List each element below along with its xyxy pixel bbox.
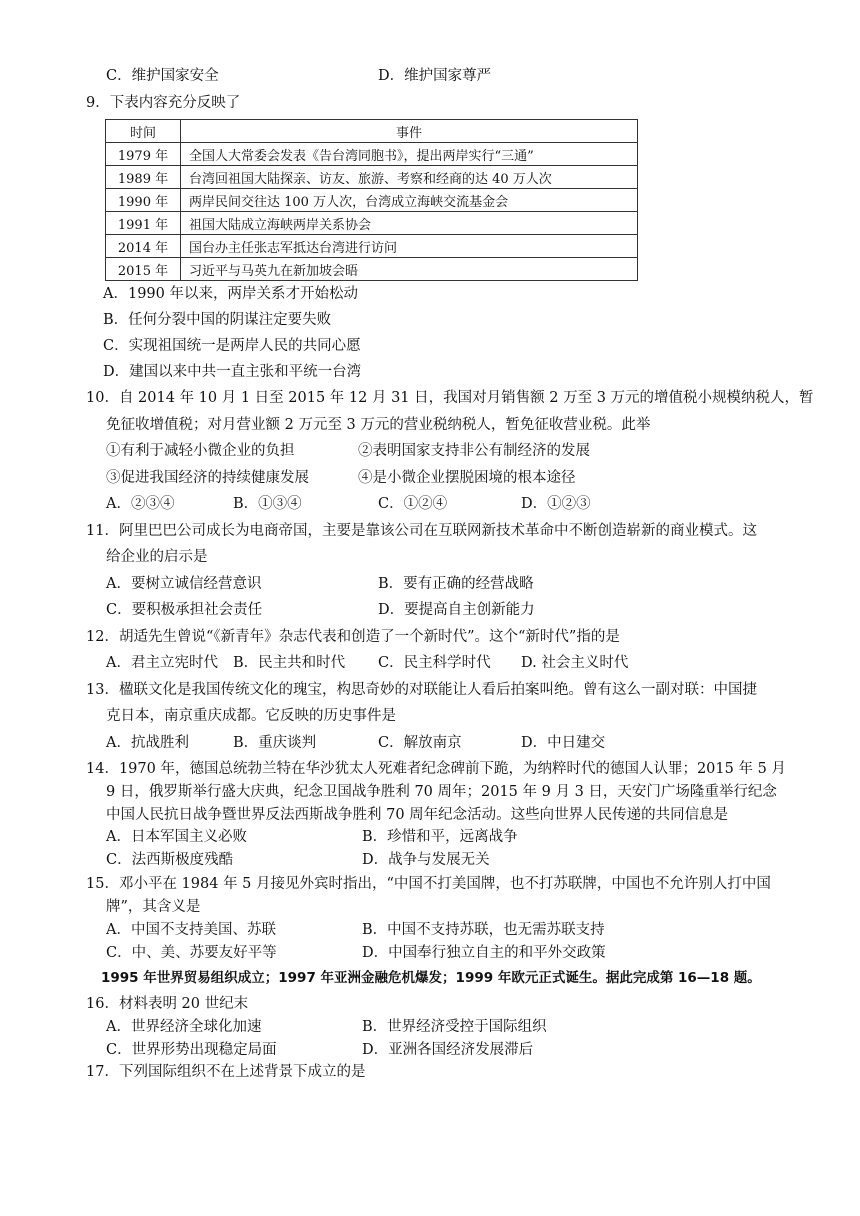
q12-option-c: C．民主科学时代 [378, 655, 491, 671]
q9-option-c: C．实现祖国统一是两岸人民的共同心愿 [103, 338, 361, 354]
q12-option-d: D. 社会主义时代 [521, 655, 629, 671]
q15-stem-line1: 15．邓小平在 1984 年 5 月接见外宾时指出，“中国不打美国牌，也不打苏联牌，中国也不允许别人打中国 [86, 876, 771, 892]
q17-stem: 17．下列国际组织不在上述背景下成立的是 [86, 1064, 366, 1080]
q10-statement-1: ①有利于减轻小微企业的负担 [106, 443, 295, 459]
q13-option-b: B．重庆谈判 [233, 735, 317, 751]
q16-option-d: D．亚洲各国经济发展滞后 [362, 1042, 534, 1058]
q16-stem: 16．材料表明 20 世纪末 [86, 996, 249, 1012]
q10-stem-line1: 10．自 2014 年 10 月 1 日至 2015 年 12 月 31 日，我国对月销售额 2 万至 3 万元的增值税小规模纳税人，暂 [86, 390, 814, 406]
q13-option-c: C．解放南京 [378, 735, 462, 751]
q15-option-d: D．中国奉行独立自主的和平外交政策 [362, 945, 606, 961]
q11-stem-line1: 11．阿里巴巴公司成长为电商帝国，主要是靠该公司在互联网新技术革命中不断创造崭新的商业模式。这 [86, 523, 757, 539]
q15-stem-line2: 牌”，其含义是 [106, 899, 201, 915]
table-row [106, 143, 638, 166]
header-event: 事件 [181, 120, 638, 143]
q12-stem: 12．胡适先生曾说“《新青年》杂志代表和创造了一个新时代”。这个“新时代”指的是 [86, 629, 620, 645]
q12-option-a: A．君主立宪时代 [106, 655, 218, 671]
table-row [106, 212, 638, 235]
q14-stem-line3: 中国人民抗日战争暨世界反法西斯战争胜利 70 周年纪念活动。这些向世界人民传递的共同信息是 [106, 807, 729, 823]
q13-option-a: A．抗战胜利 [106, 735, 189, 751]
q11-option-b: B．要有正确的经营战略 [378, 576, 534, 592]
q16-option-a: A．世界经济全球化加速 [106, 1019, 262, 1035]
header-time: 时间 [106, 120, 181, 143]
q14-stem-line2: 9 日，俄罗斯举行盛大庆典，纪念卫国战争胜利 70 周年；2015 年 9 月 3 日，天安门广场隆重举行纪念 [106, 784, 777, 800]
row-year: 1990 年 [106, 189, 181, 212]
table-row [106, 258, 638, 281]
q10-option-d: D．①②③ [521, 496, 591, 512]
q13-stem-line2: 克日本，南京重庆成都。它反映的历史事件是 [106, 708, 396, 724]
table-row [106, 189, 638, 212]
q9-option-d: D．建国以来中共一直主张和平统一台湾 [103, 364, 362, 380]
q15-option-b: B．中国不支持苏联，也无需苏联支持 [362, 922, 605, 938]
row-event: 两岸民间交往达 100 万人次，台湾成立海峡交流基金会 [181, 189, 638, 212]
q16-option-b: B．世界经济受控于国际组织 [362, 1019, 547, 1035]
row-event: 全国人大常委会发表《告台湾同胞书》，提出两岸实行“三通” [181, 143, 638, 166]
row-year: 2014 年 [106, 235, 181, 258]
q10-stem-line2: 免征收增值税；对月营业额 2 万元至 3 万元的营业税纳税人，暂免征收营业税。此举 [106, 417, 651, 433]
q10-option-a: A．②③④ [106, 496, 175, 512]
row-event: 习近平与马英九在新加坡会晤 [181, 258, 638, 281]
q9-events-table [105, 119, 638, 281]
q8-option-d: D．维护国家尊严 [378, 68, 492, 84]
q13-option-d: D．中日建交 [521, 735, 606, 751]
q9-stem: 9．下表内容充分反映了 [86, 95, 241, 111]
q11-option-d: D．要提高自主创新能力 [378, 602, 535, 618]
row-year: 1979 年 [106, 143, 181, 166]
q15-option-c: C．中、美、苏要友好平等 [106, 945, 277, 961]
q10-option-b: B．①③④ [233, 496, 302, 512]
table-row [106, 235, 638, 258]
q9-option-b: B．任何分裂中国的阴谋注定要失败 [103, 312, 332, 328]
q16-option-c: C．世界形势出现稳定局面 [106, 1042, 277, 1058]
row-year: 2015 年 [106, 258, 181, 281]
row-year: 1989 年 [106, 166, 181, 189]
row-event: 台湾回祖国大陆探亲、访友、旅游、考察和经商的达 40 万人次 [181, 166, 638, 189]
q12-option-b: B．民主共和时代 [233, 655, 346, 671]
q10-statement-3: ③促进我国经济的持续健康发展 [106, 470, 309, 486]
q10-statement-4: ④是小微企业摆脱困境的根本途径 [358, 470, 576, 486]
table-header-row [106, 120, 638, 143]
q14-option-c: C．法西斯极度残酷 [106, 852, 234, 868]
q14-option-b: B．珍惜和平，远离战争 [362, 829, 518, 845]
q9-option-a: A．1990 年以来，两岸关系才开始松动 [103, 286, 358, 302]
row-event: 国台办主任张志军抵达台湾进行访问 [181, 235, 638, 258]
q10-option-c: C．①②④ [378, 496, 448, 512]
row-event: 祖国大陆成立海峡两岸关系协会 [181, 212, 638, 235]
q8-option-c: C．维护国家安全 [106, 68, 219, 84]
table-row [106, 166, 638, 189]
q11-option-a: A．要树立诚信经营意识 [106, 576, 262, 592]
q14-option-a: A．日本军国主义必败 [106, 829, 247, 845]
material-passage: 1995 年世界贸易组织成立；1997 年亚洲金融危机爆发；1999 年欧元正式诞生。据此完成第 16—18 题。 [101, 970, 761, 986]
q15-option-a: A．中国不支持美国、苏联 [106, 922, 276, 938]
q14-stem-line1: 14．1970 年，德国总统勃兰特在华沙犹太人死难者纪念碑前下跪，为纳粹时代的德国人认罪；2015 年 5 月 [86, 761, 786, 777]
q11-stem-line2: 给企业的启示是 [106, 549, 208, 565]
q14-option-d: D．战争与发展无关 [362, 852, 490, 868]
q11-option-c: C．要积极承担社会责任 [106, 602, 263, 618]
q10-statement-2: ②表明国家支持非公有制经济的发展 [358, 443, 590, 459]
row-year: 1991 年 [106, 212, 181, 235]
q13-stem-line1: 13．楹联文化是我国传统文化的瑰宝，构思奇妙的对联能让人看后拍案叫绝。曾有这么一副对联：中国捷 [86, 682, 757, 698]
